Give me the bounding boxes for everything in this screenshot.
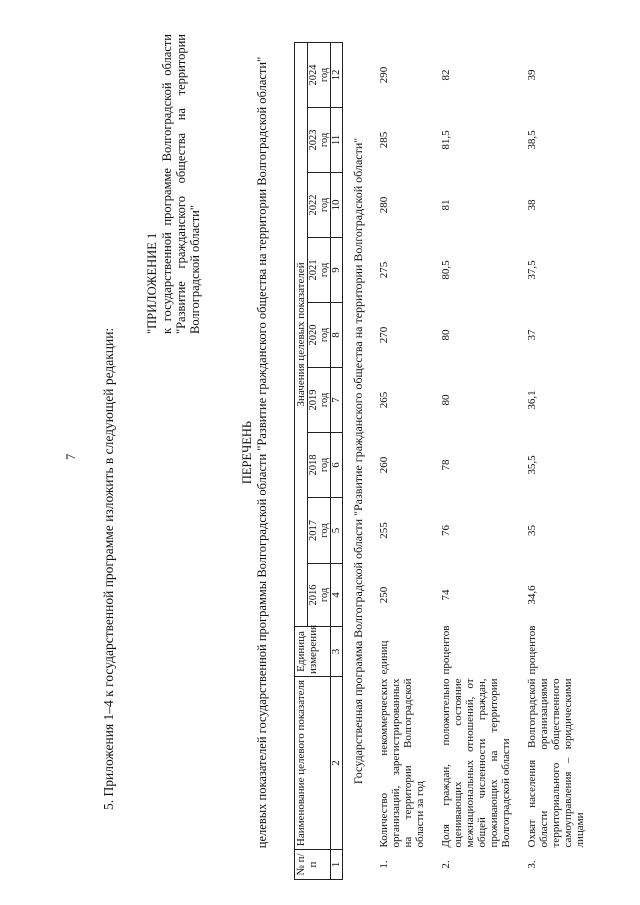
column-number: 9 xyxy=(331,238,343,303)
header-row-1 xyxy=(295,42,308,879)
header-num: № п/п xyxy=(295,850,331,880)
row-value: 81,5 xyxy=(440,130,452,150)
column-number: 6 xyxy=(331,433,343,498)
header-name: Наименование целевого показателя xyxy=(295,677,331,850)
page-number: 7 xyxy=(64,453,78,460)
row-num: 2. xyxy=(440,860,452,869)
column-number: 4 xyxy=(331,564,343,627)
row-value: 38 xyxy=(526,199,538,211)
row-value: 39 xyxy=(526,69,538,81)
row-value: 270 xyxy=(378,326,390,344)
row-num: 1. xyxy=(378,860,390,869)
list-subtitle: целевых показателей государственной программы Волгоградской области "Развитие гражданского общества на территории Волгоградской области" xyxy=(255,56,269,849)
row-value: 250 xyxy=(378,586,390,604)
row-value: 275 xyxy=(378,261,390,279)
intro-text: 5. Приложения 1–4 к государственной программе изложить в следующей редакции: xyxy=(101,327,116,810)
year-header: 2020 год xyxy=(308,303,331,368)
column-number: 5 xyxy=(331,498,343,564)
column-number-row xyxy=(331,42,343,879)
column-number: 7 xyxy=(331,368,343,433)
year-header: 2017 год xyxy=(308,498,331,564)
row-value: 285 xyxy=(378,131,390,149)
row-value: 290 xyxy=(378,66,390,84)
row-value: 38,5 xyxy=(526,130,538,150)
appendix-line-2: "Развитие гражданского общества на территории xyxy=(174,34,188,334)
column-number: 3 xyxy=(331,627,343,677)
row-value: 36,1 xyxy=(526,390,538,410)
row-name: Количество некоммерческих организаций, зарегистрированных на территории Волгоградской области за год xyxy=(378,678,426,848)
row-value: 280 xyxy=(378,196,390,214)
row-value: 80,5 xyxy=(440,260,452,280)
row-unit: единиц xyxy=(378,640,390,675)
column-number: 11 xyxy=(331,108,343,173)
year-header: 2019 год xyxy=(308,368,331,433)
row-name: Доля граждан, положительно оценивающих состояние межнациональных отношений, от общей численности граждан, проживающих на территории Волгоградской области xyxy=(440,678,512,848)
year-header: 2022 год xyxy=(308,173,331,238)
row-value: 34,6 xyxy=(526,585,538,605)
year-header: 2016 год xyxy=(308,564,331,627)
column-number: 10 xyxy=(331,173,343,238)
row-value: 37 xyxy=(526,329,538,341)
section-title: Государственная программа Волгоградской области "Развитие гражданского общества на территории Волгоградской области" xyxy=(343,42,373,879)
row-unit: процентов xyxy=(526,625,538,675)
appendix-line-1: к государственной программе Волгоградской области xyxy=(160,34,174,334)
table-row xyxy=(426,42,512,879)
year-header: 2023 год xyxy=(308,108,331,173)
header-values-group: Значения целевых показателей xyxy=(295,42,308,626)
row-value: 82 xyxy=(440,69,452,81)
row-value: 265 xyxy=(378,391,390,409)
row-value: 76 xyxy=(440,525,452,536)
column-number: 8 xyxy=(331,303,343,368)
row-unit: процентов xyxy=(440,625,452,675)
appendix-label: "ПРИЛОЖЕНИЕ 1 xyxy=(145,232,159,334)
section-row xyxy=(343,42,373,879)
row-value: 74 xyxy=(440,589,452,601)
row-num: 3. xyxy=(526,860,538,869)
row-value: 35,5 xyxy=(526,455,538,475)
year-header: 2018 год xyxy=(308,433,331,498)
row-value: 35 xyxy=(526,525,538,536)
row-value: 80 xyxy=(440,329,452,341)
year-header: 2024 год xyxy=(308,42,331,107)
list-title: ПЕРЕЧЕНЬ xyxy=(240,420,254,485)
header-unit: Единица измерения xyxy=(295,627,331,677)
column-number: 2 xyxy=(331,677,343,850)
indicators-table xyxy=(294,42,586,880)
row-value: 81 xyxy=(440,199,452,211)
table-row xyxy=(512,42,586,879)
row-value: 78 xyxy=(440,459,452,471)
row-value: 80 xyxy=(440,394,452,406)
row-value: 37,5 xyxy=(526,260,538,280)
table-row xyxy=(372,42,426,879)
column-number: 1 xyxy=(331,850,343,880)
column-number: 12 xyxy=(331,42,343,107)
year-header: 2021 год xyxy=(308,238,331,303)
row-value: 255 xyxy=(378,522,390,539)
row-value: 260 xyxy=(378,456,390,474)
appendix-line-3: Волгоградской области" xyxy=(188,205,202,334)
row-name: Охват населения Волгоградской области организациями территориального общественного самоуправления – юридическими лицами xyxy=(526,678,586,848)
